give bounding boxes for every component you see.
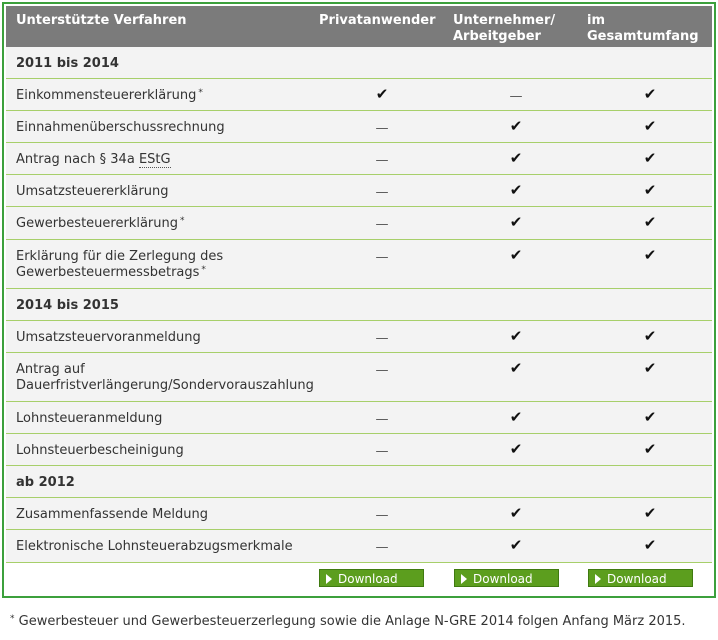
header-unternehmer-line2: Arbeitgeber <box>453 29 541 44</box>
section-label: 2011 bis 2014 <box>16 56 119 71</box>
play-arrow-icon <box>326 574 332 584</box>
check-icon: ✔ <box>509 408 523 426</box>
header-gesamtumfang: im Gesamtumfang <box>587 13 699 44</box>
row-label: Gewerbesteuererklärung * <box>16 216 185 231</box>
check-icon: ✔ <box>643 359 657 377</box>
dash-icon: — <box>375 331 389 346</box>
dash-icon: — <box>375 185 389 200</box>
table-row <box>6 321 712 353</box>
check-icon: ✔ <box>509 327 523 345</box>
dash-icon: — <box>375 540 389 555</box>
check-icon: ✔ <box>643 327 657 345</box>
footnote-marker: * <box>198 88 203 98</box>
table-row <box>6 240 712 289</box>
check-icon: ✔ <box>509 181 523 199</box>
row-label: Einnahmenüberschussrechnung <box>16 120 225 135</box>
table-row <box>6 207 712 240</box>
dash-icon: — <box>375 121 389 136</box>
row-label: Lohnsteuerbescheinigung <box>16 443 184 458</box>
row-label: Antrag auf Dauerfristverlängerung/Sondervorauszahlung <box>16 362 314 393</box>
download-label: Download <box>607 572 667 586</box>
section-row <box>6 47 712 79</box>
table-row <box>6 175 712 207</box>
table-row <box>6 111 712 143</box>
check-icon: ✔ <box>643 181 657 199</box>
table-row <box>6 353 712 402</box>
check-icon: ✔ <box>509 504 523 522</box>
check-icon: ✔ <box>375 85 389 103</box>
table-header <box>6 6 712 47</box>
table-row <box>6 79 712 111</box>
row-label: Erklärung für die Zerlegung des Gewerbesteuermessbetrags * <box>16 249 224 280</box>
table-row <box>6 434 712 466</box>
dash-icon: — <box>375 250 389 265</box>
check-icon: ✔ <box>643 408 657 426</box>
check-icon: ✔ <box>509 536 523 554</box>
check-icon: ✔ <box>509 213 523 231</box>
check-icon: ✔ <box>509 246 523 264</box>
section-row <box>6 466 712 498</box>
row-label: Umsatzsteuererklärung <box>16 184 169 199</box>
check-icon: ✔ <box>643 536 657 554</box>
check-icon: ✔ <box>643 504 657 522</box>
check-icon: ✔ <box>643 440 657 458</box>
check-icon: ✔ <box>643 117 657 135</box>
download-label: Download <box>473 572 533 586</box>
header-verfahren: Unterstützte Verfahren <box>16 13 187 28</box>
dash-icon: — <box>375 153 389 168</box>
check-icon: ✔ <box>643 246 657 264</box>
footnote-marker: * <box>180 216 185 226</box>
row-label: Elektronische Lohnsteuerabzugsmerkmale <box>16 539 293 554</box>
row-label: Einkommensteuererklärung * <box>16 88 203 103</box>
row-label: Lohnsteueranmeldung <box>16 411 163 426</box>
header-unternehmer-line1: Unternehmer/ <box>453 13 556 28</box>
row-label: Umsatzsteuervoranmeldung <box>16 330 201 345</box>
check-icon: ✔ <box>643 213 657 231</box>
table-row <box>6 498 712 530</box>
download-button-gesamt[interactable] <box>588 569 693 587</box>
download-button-unternehmer[interactable] <box>454 569 559 587</box>
check-icon: ✔ <box>509 117 523 135</box>
row-label: Zusammenfassende Meldung <box>16 507 208 522</box>
section-row <box>6 289 712 321</box>
play-arrow-icon <box>595 574 601 584</box>
check-icon: ✔ <box>643 149 657 167</box>
dash-icon: — <box>375 363 389 378</box>
section-label: 2014 bis 2015 <box>16 298 119 313</box>
row-label: Antrag nach § 34a EStG <box>16 152 171 167</box>
play-arrow-icon <box>461 574 467 584</box>
check-icon: ✔ <box>643 85 657 103</box>
header-privatanwender: Privatanwender <box>319 13 436 28</box>
table-row <box>6 143 712 175</box>
download-row <box>6 563 712 591</box>
check-icon: ✔ <box>509 440 523 458</box>
footnote-text: Gewerbesteuer und Gewerbesteuerzerlegung sowie die Anlage N-GRE 2014 folgen Anfang März 2015. <box>18 614 686 629</box>
download-label: Download <box>338 572 398 586</box>
download-button-privat[interactable] <box>319 569 424 587</box>
dash-icon: — <box>375 444 389 459</box>
check-icon: ✔ <box>509 149 523 167</box>
footnote <box>8 614 686 630</box>
table-row <box>6 402 712 434</box>
dash-icon: — <box>375 508 389 523</box>
footnote-star: * <box>10 614 15 624</box>
header-unternehmer <box>453 13 555 45</box>
table-row <box>6 530 712 563</box>
dash-icon: — <box>375 412 389 427</box>
dash-icon: — <box>375 217 389 232</box>
dash-icon: — <box>509 89 523 104</box>
footnote-marker: * <box>201 265 206 275</box>
abbr-estg: EStG <box>138 152 171 167</box>
section-label: ab 2012 <box>16 475 75 490</box>
check-icon: ✔ <box>509 359 523 377</box>
